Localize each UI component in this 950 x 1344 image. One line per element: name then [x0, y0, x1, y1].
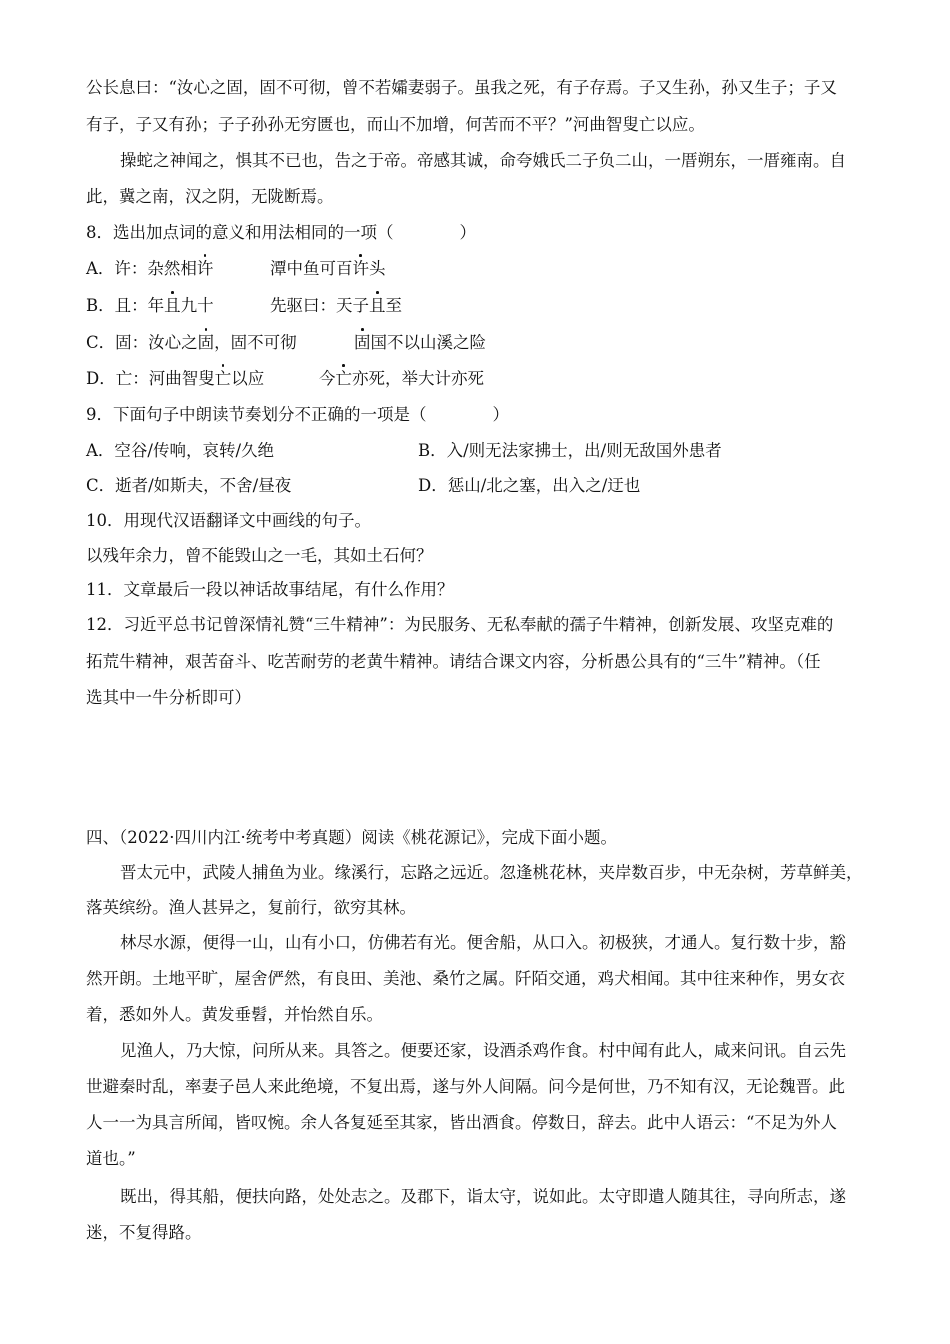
passage-paragraph-line: 操蛇之神闻之，惧其不已也，告之于帝。帝感其诚，命夸娥氏二子负二山，一厝朔东，一厝雍南。自	[120, 151, 846, 170]
question-12-line: 拓荒牛精神，艰苦奋斗、吃苦耐劳的老黄牛精神。请结合课文内容，分析愚公具有的“三牛”精神。（任	[86, 652, 821, 671]
question-10-stem: 10．用现代汉语翻译文中画线的句子。	[86, 511, 371, 530]
dotted-word: 许	[196, 259, 214, 278]
dotted-word: 且	[369, 296, 386, 315]
section-4-heading: 四、（2022·四川内江·统考中考真题）阅读《桃花源记》，完成下面小题。	[86, 828, 617, 847]
passage-paragraph-line: 着，悉如外人。黄发垂髫，并怡然自乐。	[86, 1005, 383, 1024]
question-9-option-d: D．惩山/北之塞，出入之/迂也	[418, 476, 641, 495]
passage-paragraph-line: 林尽水源，便得一山，山有小口，仿佛若有光。便舍船，从口入。初极狭，才通人。复行数十步，豁	[120, 933, 846, 952]
dotted-word: 亡	[214, 369, 232, 388]
passage-paragraph-line: 落英缤纷。渔人甚异之，复前行，欲穷其林。	[86, 898, 416, 917]
passage-paragraph-line: 见渔人，乃大惊，问所从来。具答之。便要还家，设酒杀鸡作食。村中闻有此人，咸来问讯。自云先	[120, 1041, 846, 1060]
dotted-word: 固	[354, 333, 371, 352]
passage-paragraph-line: 公长息曰：“汝心之固，固不可彻，曾不若孀妻弱子。虽我之死，有子存焉。子又生孙，孙又生子；子又	[86, 78, 837, 97]
passage-paragraph-line: 既出，得其船，便扶向路，处处志之。及郡下，诣太守，说如此。太守即遣人随其往，寻向所志，遂	[120, 1187, 846, 1206]
passage-paragraph-line: 人一一为具言所闻，皆叹惋。余人各复延至其家，皆出酒食。停数日，辞去。此中人语云：“不足为外人	[86, 1113, 837, 1132]
question-9-option-b: B．入/则无法家拂士，出/则无敌国外患者	[418, 441, 722, 460]
question-8-option-c: C．固：汝心之固，固不可彻 固国不以山溪之险	[86, 333, 486, 352]
passage-paragraph-line: 道也。”	[86, 1149, 136, 1168]
passage-paragraph-line: 有子，子又有孙；子子孙孙无穷匮也，而山不加增，何苦而不平？”河曲智叟亡以应。	[86, 115, 705, 134]
question-8-option-b: B．且：年且九十 先驱曰：天子且至	[86, 296, 402, 315]
question-9-stem: 9．下面句子中朗读节奏划分不正确的一项是（ ）	[86, 405, 509, 424]
question-8-option-a: A．许：杂然相许 潭中鱼可百许头	[86, 259, 386, 278]
question-8-stem: 8．选出加点词的意义和用法相同的一项（ ）	[86, 223, 476, 242]
question-12-line: 12．习近平总书记曾深情礼赞“三牛精神”：为民服务、无私奉献的孺子牛精神，创新发展、攻坚克难的	[86, 615, 834, 634]
passage-paragraph-line: 晋太元中，武陵人捕鱼为业。缘溪行，忘路之远近。忽逢桃花林，夹岸数百步，中无杂树，芳草鲜美，	[120, 863, 863, 882]
question-11-stem: 11．文章最后一段以神话故事结尾，有什么作用？	[86, 580, 454, 599]
question-10-sentence: 以残年余力，曾不能毁山之一毛，其如土石何？	[86, 546, 433, 565]
question-12-line: 选其中一牛分析即可）	[86, 688, 251, 707]
dotted-word: 且	[164, 296, 181, 315]
question-8-option-d: D．亡：河曲智叟亡以应 今亡亦死，举大计亦死	[86, 369, 484, 388]
dotted-word: 固	[197, 333, 215, 352]
question-9-option-a: A．空谷/传响，哀转/久绝	[86, 441, 275, 460]
passage-paragraph-line: 然开朗。土地平旷，屋舍俨然，有良田、美池、桑竹之属。阡陌交通，鸡犬相闻。其中往来种作，男女衣	[86, 969, 845, 988]
dotted-word: 许	[352, 259, 369, 278]
passage-paragraph-line: 世避秦时乱，率妻子邑人来此绝境，不复出焉，遂与外人间隔。问今是何世，乃不知有汉，无论魏晋。此	[86, 1077, 845, 1096]
dotted-word: 亡	[335, 369, 352, 388]
passage-paragraph-line: 此，冀之南，汉之阴，无陇断焉。	[86, 187, 334, 206]
passage-paragraph-line: 迷，不复得路。	[86, 1223, 202, 1242]
question-9-option-c: C．逝者/如斯夫，不舍/昼夜	[86, 476, 292, 495]
